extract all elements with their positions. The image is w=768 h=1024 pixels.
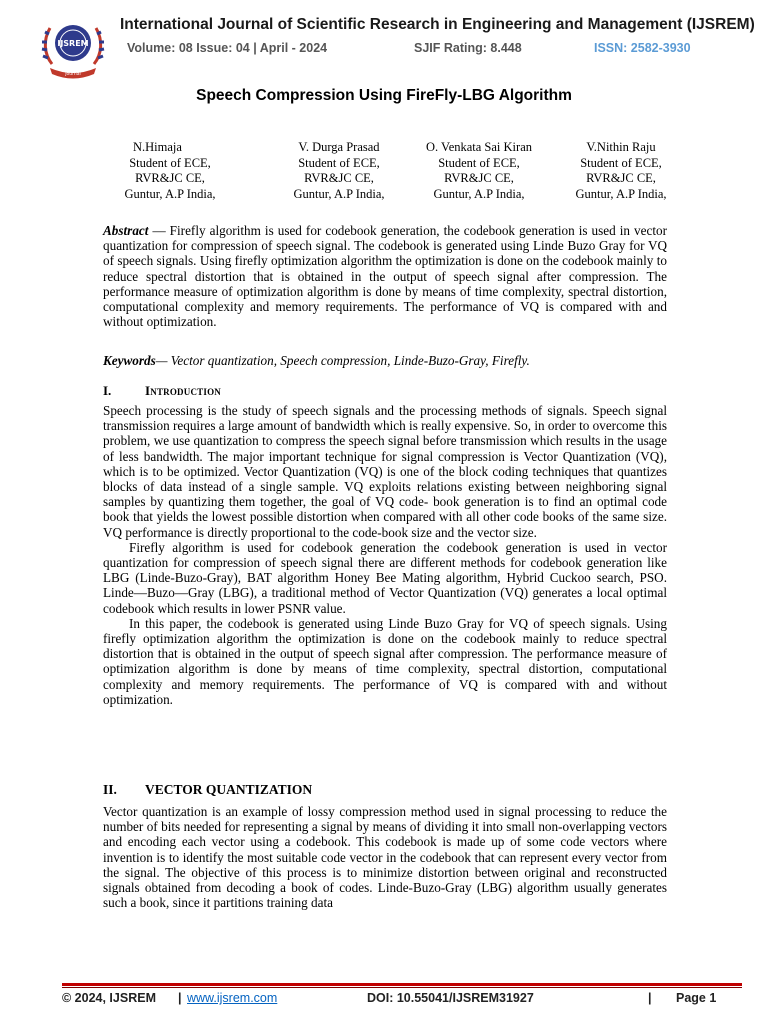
author-place: Guntur, A.P India,: [575, 186, 667, 201]
section-heading-vector-quantization: [103, 782, 312, 798]
vector-quantization-body: [103, 804, 667, 910]
paragraph: Speech processing is the study of speech signals and the processing methods of signals. Speech signal transmission requires a large amount of bandwidth which is really expensive. So, in order to overcome this problem, we use quantization to compress the speech signal before transmission which results in the usage of less bandwidth. The major important technique for signal compression is Vector Quantization (VQ), which is to be optimized. Vector Quantization (VQ) is one of the block coding techniques that quantizes blocks of data instead of a single sample. VQ exploits relations existing between neighboring signal samples by quantizing them together, the goal of VQ code- book generation is to find an optimal code book that yields the lowest possible distortion when compared with all other code books of the same size. VQ performance is directly proportional to the code-book size and the vector size.: [103, 403, 667, 540]
section-number: II.: [103, 782, 117, 797]
section-number: I.: [103, 383, 112, 398]
section-title: Introduction: [145, 383, 221, 398]
author-role: Student of ECE,: [580, 155, 662, 170]
footer-copyright: © 2024, IJSREM: [62, 991, 156, 1005]
author-name: N.Himaja: [133, 140, 182, 154]
author-3: [404, 140, 554, 202]
abstract-label: Abstract: [103, 223, 149, 238]
author-org: RVR&JC CE,: [304, 171, 374, 185]
author-place: Guntur, A.P India,: [293, 186, 385, 201]
footer-separator-2: |: [648, 991, 652, 1005]
issn: ISSN: 2582-3930: [594, 41, 691, 55]
footer-doi: DOI: 10.55041/IJSREM31927: [367, 991, 534, 1005]
website-link[interactable]: www.ijsrem.com: [187, 991, 278, 1005]
section-heading-introduction: [103, 383, 221, 399]
author-place: Guntur, A.P India,: [433, 186, 525, 201]
author-org: RVR&JC CE,: [444, 171, 514, 185]
author-role: Student of ECE,: [438, 155, 520, 170]
section-title: VECTOR QUANTIZATION: [145, 782, 313, 797]
author-name: V. Durga Prasad: [298, 140, 380, 154]
sjif-rating: SJIF Rating: 8.448: [414, 41, 522, 55]
abstract-text: — Firefly algorithm is used for codebook generation, the codebook generation is used in vector quantization for compression of speech signal. The codebook is generated using Linde Buzo Gray for VQ of speech signals. Using firefly optimization algorithm the optimization is done on the codebook mainly to reduce spectral distortion that is obtained in the output of speech signal after compression. The performance measure of optimization algorithm is done by means of time complexity, spectral distortion, computational complexity and memory requirements. The performance of VQ is compared with and without optimization.: [103, 223, 667, 330]
journal-title: International Journal of Scientific Research in Engineering and Management (IJSREM): [120, 16, 755, 33]
keywords-label: Keywords: [103, 353, 156, 368]
author-org: RVR&JC CE,: [135, 171, 205, 185]
author-org: RVR&JC CE,: [586, 171, 656, 185]
author-name: O. Venkata Sai Kiran: [426, 140, 532, 154]
volume-issue: Volume: 08 Issue: 04 | April - 2024: [127, 41, 328, 55]
paragraph: Vector quantization is an example of lossy compression method used in signal processing to reduce the number of bits needed for representing a signal by means of dividing it into small non-overlapping vectors and encoding each vector using a codebook. This codebook is made up of some code vectors where invention is to identify the most suitable code vector in the codebook that can represent every vector from the signal. The objective of this process is to minimize distortion between original and reconstructed signals obtained from decoding a book of codes. Linde-Buzo-Gray (LBG) algorithm usually generates such a book, since it partitions training data: [103, 804, 667, 911]
logo-text: IJSREM: [57, 39, 89, 48]
introduction-body: [103, 403, 667, 707]
keywords-text: — Vector quantization, Speech compression, Linde-Buzo-Gray, Firefly.: [155, 353, 530, 368]
paragraph: Firefly algorithm is used for codebook generation the codebook generation is used in vector quantization for compression of speech signal there are different methods for codebook generation like LBG (Linde-Buzo-Gray), BAT algorithm Honey Bee Mating algorithm, Hybrid Cuckoo search, PSO. Linde—Buzo—Gray (LBG), a traditional method of Vector Quantization (VQ) generates a local optimal codebook which results in lower PSNR value.: [103, 539, 667, 616]
footer-rule-thin: [62, 987, 742, 988]
author-place: Guntur, A.P India,: [124, 186, 216, 201]
svg-text:Journal: Journal: [65, 72, 81, 77]
footer-rule: [62, 983, 742, 986]
footer-website[interactable]: [187, 991, 277, 1005]
keywords: [103, 353, 667, 368]
author-role: Student of ECE,: [298, 155, 380, 170]
author-4: [546, 140, 696, 202]
author-1: [95, 140, 245, 202]
author-name: V.Nithin Raju: [586, 140, 656, 154]
paragraph: In this paper, the codebook is generated using Linde Buzo Gray for VQ of speech signals. Using firefly optimization algorithm the optimization is done on the codebook mainly to reduce spectral distortion that is obtained in the output of speech signal after compression. The performance measure of optimization algorithm is done by means of time complexity, spectral distortion, computational complexity and memory requirements. The performance of VQ is compared with and without optimization.: [103, 615, 667, 707]
author-2: [264, 140, 414, 202]
page-number: Page 1: [676, 991, 717, 1005]
paper-title: Speech Compression Using FireFly-LBG Algorithm: [196, 87, 572, 104]
author-role: Student of ECE,: [129, 155, 211, 170]
abstract: [103, 223, 667, 329]
ijsrem-logo: [38, 12, 108, 82]
footer-separator: |: [178, 991, 182, 1005]
